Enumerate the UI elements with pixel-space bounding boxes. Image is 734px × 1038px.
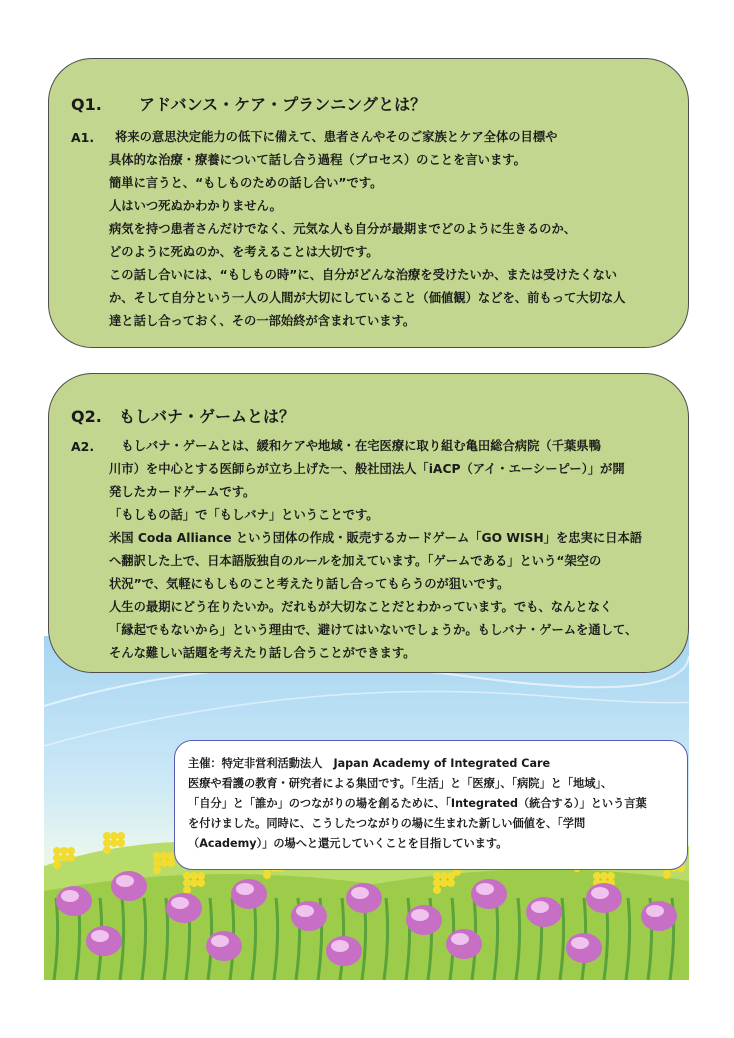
answer-1-line: 将来の意思決定能力の低下に備えて、患者さんやそのご家族とケア全体の目標や [115,130,558,144]
yellow-flower [190,879,198,887]
clover-highlight [476,883,494,895]
yellow-flower [53,854,61,862]
question-2-number: Q2. [71,407,102,426]
yellow-flower [167,859,175,867]
sponsor-line: 医療や看護の教育・研究者による集団です。「生活」と「医療」、「病院」と「地域」、 [188,777,613,790]
clover-highlight [61,890,79,902]
yellow-flower [110,832,118,840]
clover-highlight [296,905,314,917]
yellow-flower [433,886,441,894]
sponsor-line: 主催：特定非営利活動法人 Japan Academy of Integrated Care [188,757,551,770]
question-2 [71,404,295,427]
clover-highlight [531,901,549,913]
answer-2-line: 状況”で、気軽にもしものこと考えたり話し合ってもらうのが狙いです。 [109,577,510,591]
yellow-flower [53,861,61,869]
clover-highlight [236,883,254,895]
answer-1-line: か、そして自分という一人の人間が大切にしていること（価値観）などを、前もって大切な人 [109,291,626,305]
clover-highlight [116,875,134,887]
yellow-flower [183,879,191,887]
yellow-flower [60,854,68,862]
yellow-flower [67,854,75,862]
yellow-flower [110,839,118,847]
yellow-flower [447,879,455,887]
sponsor-line: 「自分」と「誰か」のつながりの場を創るために、「Integrated（統合する）」という言葉 [188,797,647,810]
yellow-flower [117,832,125,840]
yellow-flower [103,832,111,840]
yellow-flower [160,859,168,867]
question-1 [71,92,426,115]
yellow-flower [153,852,161,860]
answer-1-line: 簡単に言うと、“もしものための話し合い”です。 [109,176,383,190]
answer-1-line: この話し合いには、“もしもの時”に、自分がどんな治療を受けたいか、または受けたくない [109,268,618,282]
yellow-flower [440,872,448,880]
yellow-flower [197,879,205,887]
clover-highlight [351,887,369,899]
clover-highlight [411,909,429,921]
question-1-number: Q1. [71,95,102,114]
yellow-flower [607,872,615,880]
answer-2-line: 米国 Coda Alliance という団体の作成・販売するカードゲーム「GO WISH」を忠実に日本語 [109,531,643,545]
yellow-flower [160,852,168,860]
clover-highlight [571,937,589,949]
answer-2-line: 「縁起でもないから」という理由で、避けてはいないでしょうか。もしバナ・ゲームを通して、 [109,623,638,637]
yellow-flower [153,866,161,874]
yellow-flower [263,871,271,879]
sponsor-line: （Academy）」の場へと還元していくことを目指しています。 [188,837,508,850]
yellow-flower [433,872,441,880]
answer-1-line: 具体的な治療・療養について話し合う過程（プロセス）のことを言います。 [109,153,526,167]
clover-highlight [211,935,229,947]
yellow-flower [60,847,68,855]
qa-box-1 [48,58,689,348]
yellow-flower [67,847,75,855]
yellow-flower [197,872,205,880]
yellow-flower [153,859,161,867]
clover-highlight [171,897,189,909]
clover-highlight [331,940,349,952]
answer-2-line: へ翻訳した上で、日本語版独自のルールを加えています。「ゲームである」という“架空の [109,554,602,568]
yellow-flower [190,872,198,880]
answer-1-line: 達と話し合っておく、その一部始終が含まれています。 [109,314,416,328]
yellow-flower [103,846,111,854]
yellow-flower [663,871,671,879]
answer-1-line: 人はいつ死ぬかわかりません。 [109,199,282,213]
yellow-flower [440,879,448,887]
yellow-flower [433,879,441,887]
answer-2-line: そんな難しい話題を考えたり話し合うことができます。 [109,646,416,660]
yellow-flower [103,839,111,847]
qa-box-2 [48,373,689,673]
yellow-flower [183,886,191,894]
answer-2-number: A2. [71,439,95,454]
sponsor-box [174,740,688,870]
answer-1-number: A1. [71,130,95,145]
yellow-flower [600,872,608,880]
clover-highlight [646,905,664,917]
clover-highlight [451,933,469,945]
answer-2-line: もしバナ・ゲームとは、緩和ケアや地域・在宅医療に取り組む亀田総合病院（千葉県鴨 [109,439,601,453]
yellow-flower [183,872,191,880]
yellow-flower [117,839,125,847]
yellow-flower [593,872,601,880]
answer-1-body [109,126,674,333]
clover-highlight [591,887,609,899]
answer-2-body [109,435,674,665]
answer-1-line: どのように死ぬのか、を考えることは大切です。 [109,245,379,259]
clover-highlight [91,930,109,942]
question-2-text: もしバナ・ゲームとは？ [118,407,295,426]
answer-1-line: 病気を持つ患者さんだけでなく、元気な人も自分が最期までどのように生きるのか、 [109,222,577,236]
yellow-flower [447,872,455,880]
answer-2-line: 発したカードゲームです。 [109,485,256,499]
answer-2-line: 「もしもの話」で「もしバナ」ということです。 [109,508,379,522]
yellow-flower [53,847,61,855]
question-1-text: アドバンス・ケア・プランニングとは？ [138,95,427,114]
answer-2-line: 川市）を中心とする医師らが立ち上げた一、般社団法人「iACP（アイ・エーシーピー）」が開 [109,462,625,476]
answer-2-line: 人生の最期にどう在りたいか。だれもが大切なことだとわかっています。でも、なんとなく [109,600,613,614]
sponsor-line: を付けました。同時に、こうしたつながりの場に生まれた新しい価値を、「学問 [188,817,586,830]
